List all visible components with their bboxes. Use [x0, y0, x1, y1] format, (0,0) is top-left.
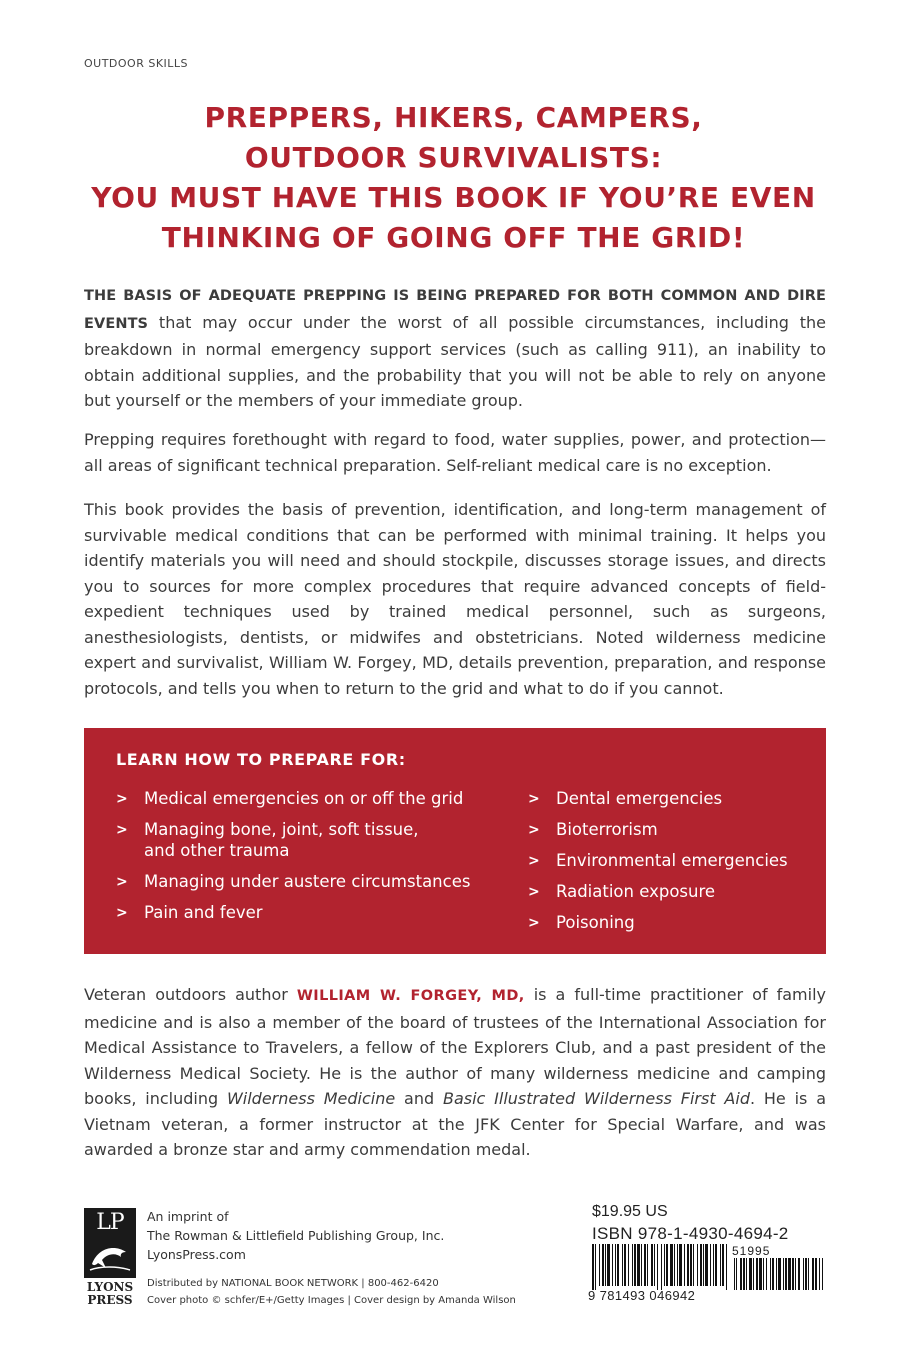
- logo-line-2: PRESS: [87, 1293, 133, 1307]
- headline-line-4: THINKING OF GOING OFF THE GRID!: [161, 221, 746, 254]
- book-title: Basic Illustrated Wilderness First Aid: [442, 1089, 750, 1108]
- list-item: [116, 902, 496, 923]
- barcode-bar: [624, 1244, 626, 1286]
- imprint-line-1: An imprint of: [147, 1209, 229, 1224]
- barcode-bar: [666, 1244, 668, 1286]
- distribution-line: Distributed by NATIONAL BOOK NETWORK | 800-462-6420: [147, 1278, 439, 1289]
- list-item-label: Bioterrorism: [556, 820, 658, 839]
- barcode-addon-bar: [819, 1258, 820, 1290]
- barcode-addon-bar: [798, 1258, 800, 1290]
- logo-letters: LP: [96, 1210, 124, 1235]
- cover-credits-line: Cover photo © schfer/E+/Getty Images | Cover design by Amanda Wilson: [147, 1295, 516, 1306]
- barcode-addon-bar: [803, 1258, 804, 1290]
- chevron-right-icon: >: [116, 822, 128, 838]
- barcode-bar: [647, 1244, 648, 1286]
- barcode-addon-bar: [763, 1258, 764, 1290]
- list-item-label: Poisoning: [556, 913, 635, 932]
- headline-line-3: YOU MUST HAVE THIS BOOK IF YOU’RE EVEN: [91, 181, 816, 214]
- barcode-bar: [693, 1244, 694, 1286]
- chevron-right-icon: >: [528, 822, 540, 838]
- barcode-bar: [651, 1244, 653, 1286]
- barcode-addon-bar: [805, 1258, 807, 1290]
- isbn-label: ISBN 978-1-4930-4694-2: [592, 1224, 789, 1243]
- category-label: OUTDOOR SKILLS: [84, 57, 189, 70]
- barcode-bar: [710, 1244, 711, 1286]
- headline-line-1: PREPPERS, HIKERS, CAMPERS,: [204, 101, 703, 134]
- chevron-right-icon: >: [116, 791, 128, 807]
- imprint-info: [147, 1207, 444, 1264]
- chevron-right-icon: >: [528, 791, 540, 807]
- barcode-addon-bar: [756, 1258, 758, 1290]
- barcode-addon-bar: [740, 1258, 742, 1290]
- barcode-bar: [705, 1244, 708, 1286]
- prepping-paragraph: Prepping requires forethought with regard to food, water supplies, power, and protection—all areas of significant technical preparation. Self-reliant medical care is no exception.: [84, 430, 826, 475]
- barcode-bar: [677, 1244, 678, 1286]
- barcode-addon-bar: [778, 1258, 781, 1290]
- barcode-bar: [622, 1244, 623, 1286]
- barcode-bar: [605, 1244, 606, 1286]
- barcode-addon-bar: [734, 1258, 735, 1290]
- barcode-bar: [644, 1244, 646, 1286]
- chevron-right-icon: >: [528, 915, 540, 931]
- learn-box-title: LEARN HOW TO PREPARE FOR:: [116, 750, 406, 769]
- author-bio-text: is a full-time practitioner of family medicine and is also a member of the board of trustees of the International Association for Medical Assistance to Travelers, a fellow of the Explorers Club, and a past president of the Wilderness Medical Society. He is the author of many wilderness medicine and camping books, including: [84, 985, 826, 1108]
- barcode-addon-bar: [736, 1258, 737, 1290]
- barcode-addon-bar: [795, 1258, 796, 1290]
- list-item: [116, 788, 496, 809]
- barcode-bar: [700, 1244, 702, 1286]
- description-paragraph: This book provides the basis of prevention, identification, and long-term management of survivable medical conditions that can be performed with minimal training. It helps you identify materials you will need and should stockpile, discusses storage issues, and directs you to sources for more complex procedures that require advanced concepts of field-expedient techniques used by trained medical personnel, such as surgeons, anesthesiologists, dentists, or midwifes and obstetricians. Noted wilderness medicine expert and survivalist, William W. Forgey, MD, details prevention, preparation, and response protocols, and tells you when to return to the grid and what to do if you cannot.: [84, 500, 826, 698]
- barcode-addon-bar: [772, 1258, 774, 1290]
- learn-list-right: [528, 788, 818, 943]
- barcode-bar: [684, 1244, 685, 1286]
- list-item-label: Pain and fever: [144, 903, 263, 922]
- imprint-line-2: The Rowman & Littlefield Publishing Group, Inc.: [147, 1228, 445, 1243]
- author-name: WILLIAM W. FORGEY, MD,: [296, 988, 525, 1004]
- barcode-addon-bar: [743, 1258, 745, 1290]
- list-item: [528, 819, 818, 840]
- barcode-bar: [713, 1244, 714, 1286]
- barcode-bar: [664, 1244, 665, 1286]
- learn-list-left: [116, 788, 496, 933]
- barcode-bar: [697, 1244, 698, 1286]
- barcode-addon-bar: [785, 1258, 787, 1290]
- list-item-label: Environmental emergencies: [556, 851, 788, 870]
- publisher-logo: [84, 1208, 136, 1305]
- barcode-addon-bar: [759, 1258, 762, 1290]
- learn-box: [84, 728, 826, 954]
- barcode-bar: [602, 1244, 604, 1286]
- barcode-addon-bar: [783, 1258, 784, 1290]
- barcode-bar: [599, 1244, 600, 1286]
- list-item-label: Managing bone, joint, soft tissue, and other trauma: [144, 820, 419, 860]
- intro-paragraph: [84, 282, 826, 414]
- distribution-credits: [147, 1275, 516, 1309]
- barcode-addon-bar: [770, 1258, 771, 1290]
- barcode-bar: [612, 1244, 613, 1286]
- barcode-bar: [632, 1244, 633, 1286]
- barcode-bar: [679, 1244, 682, 1286]
- barcode-bar: [661, 1244, 662, 1290]
- barcode-addon-bar: [815, 1258, 817, 1290]
- list-item: [528, 881, 818, 902]
- intro-lead: THE BASIS OF ADEQUATE PREPPING IS BEING PREPARED FOR BOTH COMMON AND DIRE EVENTS: [84, 288, 826, 332]
- barcode-bar: [690, 1244, 692, 1286]
- barcode-bar: [670, 1244, 673, 1286]
- barcode-bar: [628, 1244, 629, 1286]
- barcode-bar: [715, 1244, 717, 1286]
- barcode-addon-bar: [749, 1258, 752, 1290]
- author-bio-text: and: [395, 1089, 443, 1108]
- barcode-bar: [726, 1244, 727, 1290]
- author-bio-intro: Veteran outdoors author: [84, 985, 297, 1004]
- intro-rest: that may occur under the worst of all possible circumstances, including the breakdown in normal emergency support services (such as calling 911), an inability to obtain additional supplies, and the probability that you will not be able to rely on anyone but yourself or the members of your immediate group.: [84, 312, 826, 410]
- list-item-label: Medical emergencies on or off the grid: [144, 789, 464, 808]
- barcode-bar: [674, 1244, 675, 1286]
- chevron-right-icon: >: [528, 884, 540, 900]
- list-item: [116, 871, 496, 892]
- list-item-label: Dental emergencies: [556, 789, 723, 808]
- headline: [60, 98, 847, 258]
- author-bio: [84, 982, 826, 1163]
- list-item-label: Managing under austere circumstances: [144, 872, 471, 891]
- barcode-bar: [720, 1244, 721, 1286]
- barcode-addon-bar: [766, 1258, 767, 1290]
- barcode-bar: [615, 1244, 616, 1286]
- barcode-addon-bar: [753, 1258, 754, 1290]
- book-title: Wilderness Medicine: [226, 1089, 396, 1108]
- dolphin-icon: [88, 1238, 132, 1274]
- barcode-bar: [703, 1244, 704, 1286]
- barcode-addon-digits: 51995: [732, 1244, 771, 1258]
- barcode-addon-bar: [808, 1258, 809, 1290]
- barcode-addon-bar: [776, 1258, 777, 1290]
- list-item: [528, 912, 818, 933]
- barcode: [592, 1244, 826, 1290]
- barcode-bar: [592, 1244, 594, 1290]
- barcode-bar: [637, 1244, 640, 1286]
- barcode-addon-bar: [746, 1258, 747, 1290]
- barcode-bar: [654, 1244, 655, 1286]
- imprint-website: LyonsPress.com: [147, 1247, 246, 1262]
- chevron-right-icon: >: [528, 853, 540, 869]
- barcode-bar: [607, 1244, 610, 1286]
- barcode-bar: [722, 1244, 724, 1286]
- barcode-addon-bar: [822, 1258, 823, 1290]
- barcode-digits: 9 781493 046942: [588, 1288, 696, 1303]
- barcode-bar: [657, 1244, 658, 1290]
- list-item: [528, 850, 818, 871]
- list-item: [528, 788, 818, 809]
- barcode-addon-bar: [812, 1258, 814, 1290]
- chevron-right-icon: >: [116, 874, 128, 890]
- barcode-bar: [634, 1244, 636, 1286]
- barcode-addon-bar: [792, 1258, 794, 1290]
- logo-line-1: LYONS: [86, 1280, 134, 1294]
- price-label: $19.95 US: [592, 1203, 668, 1220]
- list-item-label: Radiation exposure: [556, 882, 716, 901]
- barcode-bar: [687, 1244, 689, 1286]
- barcode-addon-bar: [788, 1258, 791, 1290]
- chevron-right-icon: >: [116, 905, 128, 921]
- barcode-bar: [595, 1244, 596, 1290]
- list-item: [116, 819, 424, 861]
- author-bio-text: . He is a Vietnam veteran, a former instructor at the JFK Center for Special Warfare, and was awarded a bronze star and army commendation medal.: [84, 1089, 827, 1159]
- barcode-bar: [617, 1244, 619, 1286]
- headline-line-2: OUTDOOR SURVIVALISTS:: [244, 141, 663, 174]
- barcode-bar: [641, 1244, 642, 1286]
